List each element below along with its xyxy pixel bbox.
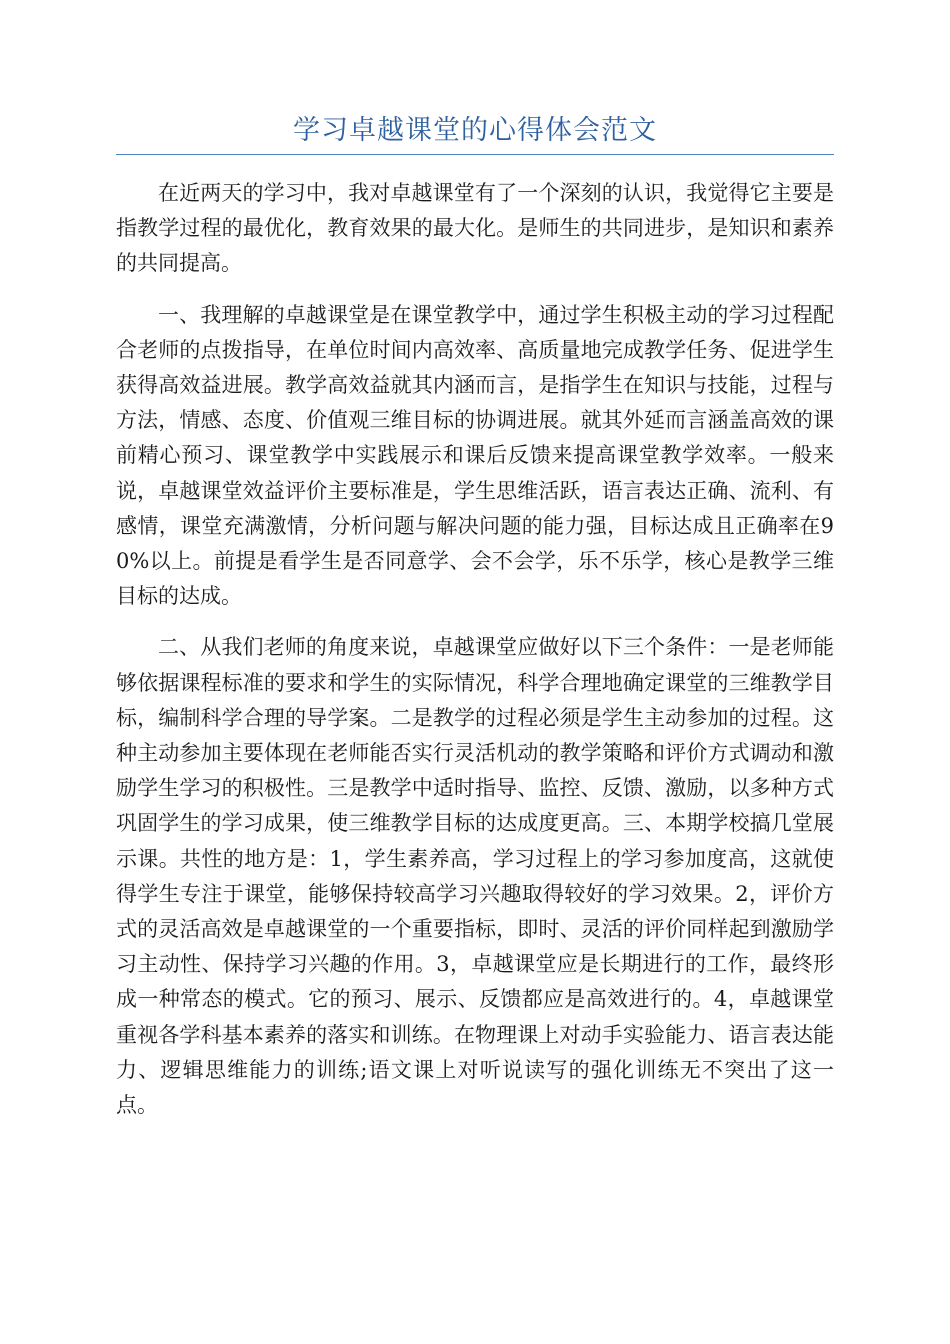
- paragraph-section-two: 二、从我们老师的角度来说，卓越课堂应做好以下三个条件：一是老师能够依据课程标准的要求和学生的实际情况，科学合理地确定课堂的三维教学目标，编制科学合理的导学案。二是教学的过程必须是学生主动参加的过程。这种主动参加主要体现在老师能否实行灵活机动的教学策略和评价方式调动和激励学生学习的积极性。三是教学中适时指导、监控、反馈、激励，以多种方式巩固学生的学习成果，使三维教学目标的达成度更高。三、本期学校搞几堂展示课。共性的地方是：1，学生素养高，学习过程上的学习参加度高，这就使得学生专注于课堂，能够保持较高学习兴趣取得较好的学习效果。2，评价方式的灵活高效是卓越课堂的一个重要指标，即时、灵活的评价同样起到激励学习主动性、保持学习兴趣的作用。3，卓越课堂应是长期进行的工作，最终形成一种常态的模式。它的预习、展示、反馈都应是高效进行的。4，卓越课堂重视各学科基本素养的落实和训练。在物理课上对动手实验能力、语言表达能力、逻辑思维能力的训练;语文课上对听说读写的强化训练无不突出了这一点。: [116, 635, 834, 1118]
- document-title: 学习卓越课堂的心得体会范文: [293, 115, 657, 146]
- document-body: [116, 176, 834, 1139]
- title-underline: [116, 154, 834, 155]
- paragraph-section-one: 一、我理解的卓越课堂是在课堂教学中，通过学生积极主动的学习过程配合老师的点拨指导，在单位时间内高效率、高质量地完成教学任务、促进学生获得高效益进展。教学高效益就其内涵而言，是指学生在知识与技能，过程与方法，情感、态度、价值观三维目标的协调进展。就其外延而言涵盖高效的课前精心预习、课堂教学中实践展示和课后反馈来提高课堂教学效率。一般来说，卓越课堂效益评价主要标准是，学生思维活跃，语言表达正确、流利、有感情，课堂充满激情，分析问题与解决问题的能力强，目标达成且正确率在90%以上。前提是看学生是否同意学、会不会学，乐不乐学，核心是教学三维目标的达成。: [116, 302, 834, 609]
- paragraph-intro: 在近两天的学习中，我对卓越课堂有了一个深刻的认识，我觉得它主要是指教学过程的最优化，教育效果的最大化。是师生的共同进步，是知识和素养的共同提高。: [116, 181, 834, 276]
